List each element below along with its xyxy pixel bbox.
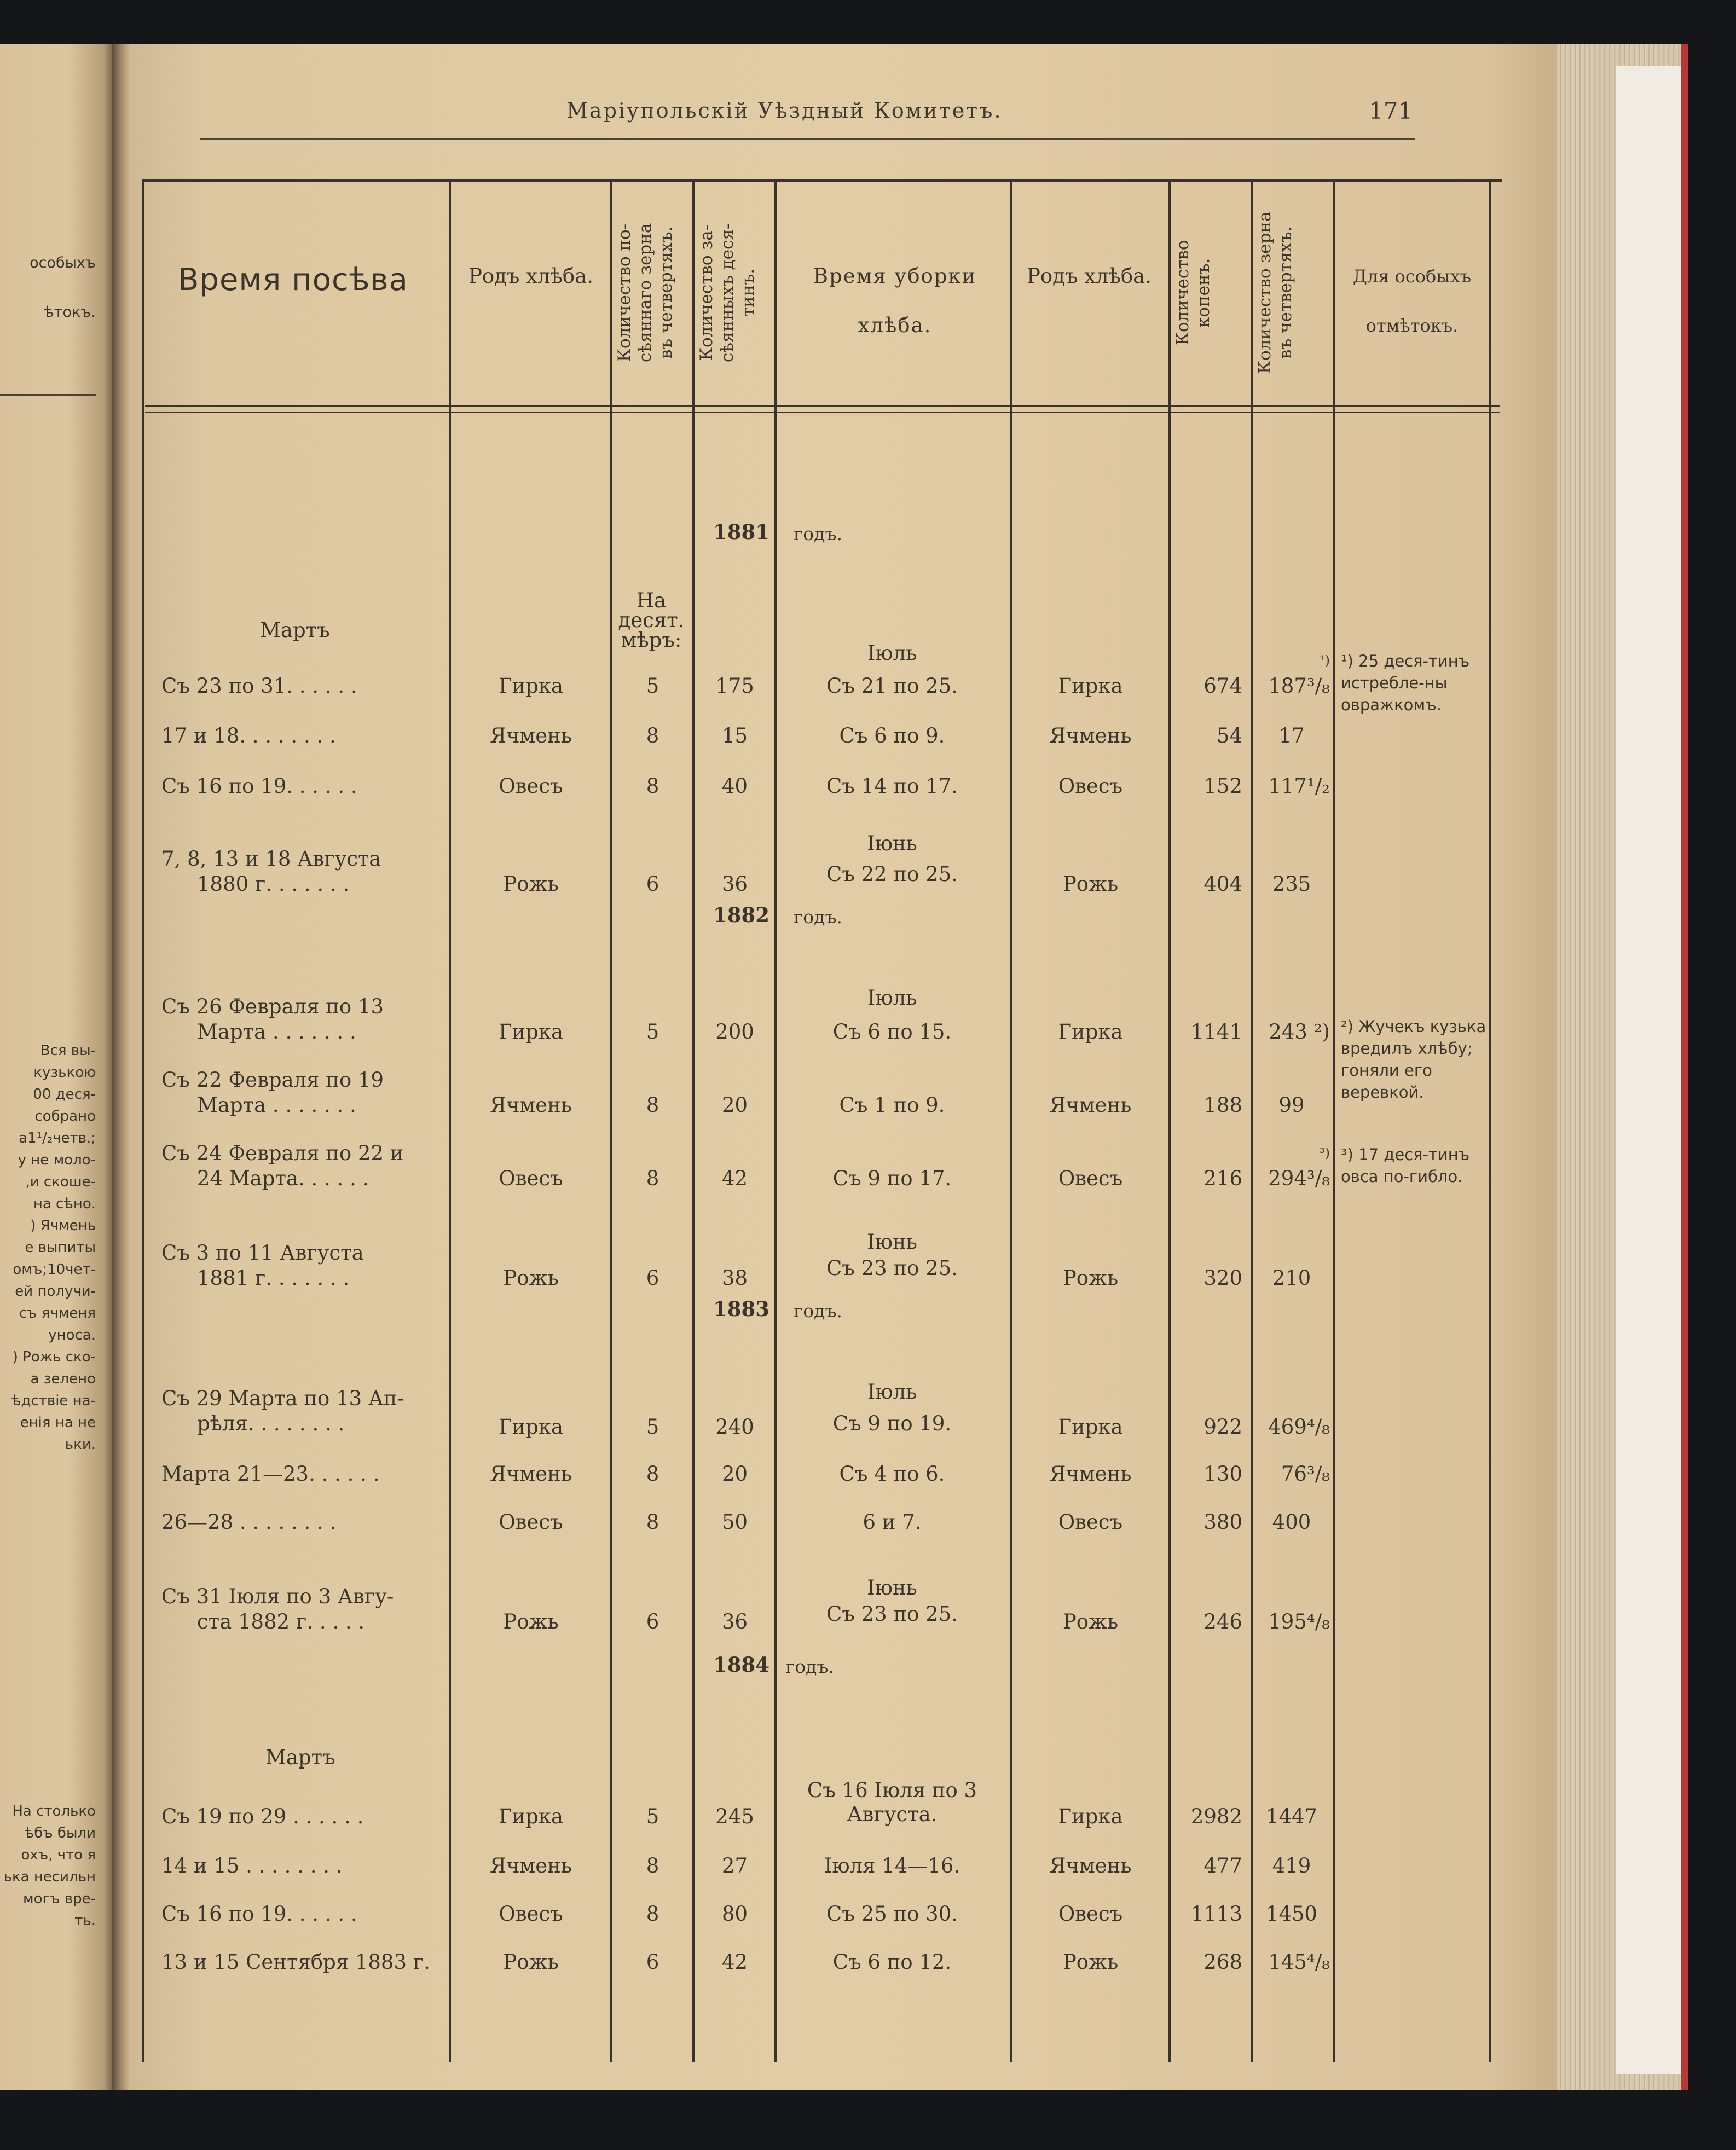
year-1882: 1882	[713, 903, 769, 927]
col-line-5	[1010, 179, 1012, 2062]
cell-grain: 1447	[1265, 1805, 1318, 1828]
left-header-rule	[0, 394, 96, 396]
cell-seed: 8	[646, 1510, 659, 1534]
col-line-6	[1168, 179, 1171, 2062]
cell-sow: 13 и 15 Сентября 1883 г.	[161, 1950, 430, 1974]
cell-seed: 8	[646, 1462, 659, 1486]
cell-sow: Марта 21—23. . . . . .	[161, 1462, 380, 1486]
cell-sow: Съ 16 по 19. . . . . .	[161, 774, 357, 798]
cell-sow: Съ 23 по 31. . . . . .	[161, 674, 357, 698]
cell-sow-line-1: Съ 22 Февраля по 19	[161, 1068, 384, 1092]
cell-harvest-line-2: Августа.	[847, 1803, 938, 1826]
book-spread	[0, 44, 1688, 2101]
running-head-rule	[200, 138, 1415, 140]
cell-desyat: 42	[721, 1167, 748, 1190]
page-number: 171	[1369, 97, 1413, 124]
cell-kopen: 922	[1203, 1415, 1242, 1439]
cell-harvest: Съ 1 по 9.	[839, 1093, 945, 1117]
cell-kopen: 320	[1203, 1266, 1242, 1290]
gutter	[112, 44, 129, 2090]
year-1881-god: годъ.	[794, 523, 842, 544]
cell-grain: 117¹/₂	[1268, 774, 1330, 798]
cell-desyat: 38	[721, 1266, 748, 1290]
cell-desyat: 50	[721, 1510, 748, 1534]
cell-desyat: 36	[721, 872, 748, 896]
cell-grain: 294³/₈	[1268, 1167, 1330, 1190]
cell-harvest: Съ 21 по 25.	[826, 674, 958, 698]
footnote-3: ³) 17 деся-тинъ овса по-гибло.	[1341, 1145, 1470, 1186]
cell-grain: 187³/₈	[1268, 674, 1330, 698]
col-line-1	[449, 179, 451, 2062]
cell-sow: 14 и 15 . . . . . . . .	[161, 1854, 343, 1877]
cell-kopen: 674	[1203, 674, 1242, 698]
cell-seed: 5	[646, 1020, 659, 1044]
cell-desyat: 175	[715, 674, 754, 698]
cell-grain: 235	[1272, 872, 1311, 896]
cell-harvest: Съ 23 по 25.	[826, 1602, 958, 1626]
cell-grain: 145⁴/₈	[1268, 1950, 1330, 1974]
cell-desyat: 15	[721, 724, 748, 747]
cell-kopen: 54	[1216, 724, 1242, 747]
cell-desyat: 36	[721, 1610, 748, 1633]
cell-kind-2: Гирка	[1058, 674, 1123, 698]
cell-kind-2: Ячмень	[1049, 1093, 1132, 1117]
cell-kopen: 152	[1203, 774, 1242, 798]
cell-kind: Гирка	[498, 1415, 564, 1439]
cell-harvest: Съ 25 по 30.	[826, 1902, 958, 1926]
cell-kopen: 130	[1203, 1462, 1242, 1486]
header-rule-1	[145, 405, 1500, 407]
cell-kind-2: Рожь	[1062, 1950, 1119, 1974]
cell-sow: 17 и 18. . . . . . . .	[161, 724, 336, 747]
flyleaf	[1616, 66, 1681, 2074]
cell-sow-line-2: рѣля. . . . . . . .	[197, 1412, 345, 1435]
cell-seed: 6	[646, 1950, 659, 1974]
header-qty-seed: Количество по- сѣяннаго зерна въ четвертяхъ.	[615, 223, 676, 363]
cell-kind-2: Рожь	[1062, 872, 1119, 896]
footnote-1: ¹) 25 деся-тинъ истребле-ны овражкомъ.	[1341, 652, 1470, 714]
year-1884-god: годъ.	[785, 1656, 834, 1677]
year-1883-god: годъ.	[794, 1300, 842, 1322]
col-line-8	[1333, 179, 1335, 2062]
cell-sow-line-2: Марта . . . . . . .	[197, 1093, 356, 1117]
header-sowing-time: Время посѣва	[178, 262, 408, 298]
cell-kopen: 477	[1203, 1854, 1242, 1877]
header-grain-kind: Родъ хлѣба.	[468, 264, 594, 288]
cell-sow-line-1: Съ 3 по 11 Августа	[161, 1241, 364, 1265]
cell-seed: 8	[646, 1854, 659, 1877]
cell-grain: 210	[1272, 1266, 1311, 1290]
cell-seed: 8	[646, 1902, 659, 1926]
cell-kind: Гирка	[498, 1020, 564, 1044]
cell-kind-2: Рожь	[1062, 1266, 1119, 1290]
cell-kind: Ячмень	[490, 1093, 572, 1117]
header-grain-kind-2: Родъ хлѣба.	[1026, 264, 1152, 288]
cell-desyat: 80	[721, 1902, 748, 1926]
footnote-mark-1: ¹)	[1320, 653, 1330, 668]
cell-kind-2: Овесъ	[1058, 1167, 1123, 1190]
cell-kind: Овесъ	[499, 1167, 563, 1190]
year-1883: 1883	[713, 1297, 769, 1321]
footnote-mark-3: ³)	[1320, 1145, 1330, 1161]
cell-kopen: 1141	[1190, 1020, 1242, 1044]
cell-sow-line-1: Съ 24 Февраля по 22 и	[161, 1141, 404, 1165]
label-iyul-1883: Іюль	[867, 1380, 917, 1404]
cell-kopen: 1113	[1190, 1902, 1242, 1926]
col-line-4	[774, 179, 777, 2062]
cell-kopen: 216	[1203, 1167, 1242, 1190]
left-page-fragment	[0, 44, 112, 2090]
cell-kind: Гирка	[498, 674, 564, 698]
cell-kind: Овесъ	[499, 1902, 563, 1926]
cell-kind: Рожь	[503, 1950, 559, 1974]
cell-kopen: 188	[1203, 1093, 1242, 1117]
cell-desyat: 20	[721, 1093, 748, 1117]
left-header-fragment-2: ѣтокъ.	[44, 304, 96, 321]
cell-kind-2: Рожь	[1062, 1610, 1119, 1633]
cell-kopen: 380	[1203, 1510, 1242, 1534]
cell-harvest: Іюля 14—16.	[824, 1854, 960, 1877]
cell-seed: 6	[646, 872, 659, 896]
cell-desyat: 240	[715, 1415, 754, 1439]
header-qty-desyat: Количество за- сѣянныхъ деся- тинъ.	[697, 223, 758, 362]
col-line-3	[692, 179, 695, 2062]
left-note-fragment-2: На столько ѣбъ были охъ, что я ька несильн могъ вре- ть.	[3, 1803, 96, 1929]
cell-grain: 243 ²)	[1269, 1020, 1330, 1044]
running-head: Маріупольскій Уѣздный Комитетъ.	[566, 98, 1003, 123]
cell-kopen: 2982	[1190, 1805, 1242, 1828]
cell-seed: 8	[646, 724, 659, 747]
year-1882-god: годъ.	[794, 906, 842, 928]
cell-kind-2: Гирка	[1058, 1415, 1123, 1439]
year-1881: 1881	[713, 520, 769, 544]
red-cover-edge	[1681, 44, 1688, 2090]
left-header-fragment-1: особыхъ	[30, 254, 96, 271]
cell-kopen: 404	[1203, 872, 1242, 896]
cell-sow-line-1: 7, 8, 13 и 18 Августа	[161, 847, 381, 871]
cell-desyat: 245	[715, 1805, 754, 1828]
cell-sow-line-2: 1880 г. . . . . . .	[197, 872, 350, 896]
cell-kopen: 246	[1203, 1610, 1242, 1633]
cell-sow: 26—28 . . . . . . . .	[161, 1510, 337, 1534]
cell-grain: 1450	[1265, 1902, 1318, 1926]
cell-desyat: 20	[721, 1462, 748, 1486]
label-iyul-1881: Іюль	[867, 641, 917, 665]
cell-seed: 8	[646, 1093, 659, 1117]
cell-seed: 6	[646, 1610, 659, 1633]
cell-kind: Овесъ	[499, 1510, 563, 1534]
col-line-0	[142, 179, 144, 2062]
label-mart-1881: Мартъ	[260, 618, 330, 642]
cell-kind-2: Ячмень	[1049, 724, 1132, 747]
cell-seed: 6	[646, 1266, 659, 1290]
cell-harvest: Съ 6 по 9.	[839, 724, 945, 747]
cell-kind: Рожь	[503, 1610, 559, 1633]
cell-kind: Овесъ	[499, 774, 563, 798]
cell-harvest: Съ 14 по 17.	[826, 774, 958, 798]
cell-sow: Съ 19 по 29 . . . . . .	[161, 1805, 364, 1828]
cell-sow-line-1: Съ 29 Марта по 13 Ап-	[161, 1387, 404, 1410]
cell-sow-line-2: 1881 г. . . . . . .	[197, 1266, 350, 1290]
label-iyun-1881: Іюнь	[867, 832, 917, 855]
cell-sow-line-2: 24 Марта. . . . . .	[197, 1167, 369, 1190]
label-mart-1884: Мартъ	[265, 1746, 335, 1769]
cell-harvest: Съ 9 по 19.	[832, 1412, 952, 1435]
cell-grain: 76³/₈	[1281, 1462, 1330, 1486]
footnote-2: ²) Жучекъ кузька вредилъ хлѣбу; гоняли его веревкой.	[1341, 1017, 1486, 1102]
cell-seed: 5	[646, 1415, 659, 1439]
cell-kind: Ячмень	[490, 724, 572, 747]
cell-grain: 99	[1278, 1093, 1305, 1117]
col-line-9	[1489, 179, 1491, 2062]
cell-kind-2: Овесъ	[1058, 1510, 1123, 1534]
cell-kind: Ячмень	[490, 1854, 572, 1877]
table-top-rule	[142, 179, 1502, 182]
cell-grain: 469⁴/₈	[1268, 1415, 1330, 1439]
cell-harvest: Съ 23 по 25.	[826, 1256, 958, 1280]
cell-seed: 5	[646, 1805, 659, 1828]
cell-desyat: 40	[721, 774, 748, 798]
cell-desyat: 200	[715, 1020, 754, 1044]
cell-desyat: 27	[721, 1854, 748, 1877]
col-line-7	[1251, 179, 1253, 2062]
year-1884: 1884	[713, 1653, 769, 1677]
cell-grain: 17	[1278, 724, 1305, 747]
cell-harvest: Съ 22 по 25.	[826, 862, 958, 886]
cell-harvest-line-1: Съ 16 Іюля по 3	[807, 1778, 977, 1802]
cell-kind: Рожь	[503, 1266, 559, 1290]
cell-kind-2: Ячмень	[1049, 1462, 1132, 1486]
page	[129, 44, 1557, 2090]
label-iyul-1882: Іюль	[867, 986, 917, 1010]
cell-harvest: Съ 6 по 15.	[832, 1020, 952, 1044]
header-remarks: Для особыхъ отмѣтокъ.	[1352, 266, 1472, 336]
cell-grain: 195⁴/₈	[1268, 1610, 1330, 1633]
cell-kind: Гирка	[498, 1805, 564, 1828]
label-na-desyat: На десят. мѣръ:	[618, 589, 685, 652]
label-iyun-1882: Іюнь	[867, 1230, 917, 1254]
cell-kopen: 268	[1203, 1950, 1242, 1974]
cell-kind: Ячмень	[490, 1462, 572, 1486]
cell-harvest: 6 и 7.	[863, 1510, 922, 1534]
cell-harvest: Съ 9 по 17.	[832, 1167, 952, 1190]
cell-seed: 8	[646, 774, 659, 798]
cell-grain: 400	[1272, 1510, 1311, 1534]
cell-kind-2: Овесъ	[1058, 774, 1123, 798]
label-iyun-1883: Іюнь	[867, 1576, 917, 1600]
col-line-2	[610, 179, 612, 2062]
page-edges	[1557, 44, 1688, 2090]
header-qty-grain: Количество зерна въ четвертяхъ.	[1255, 211, 1295, 374]
cell-sow-line-1: Съ 31 Іюля по 3 Авгу-	[161, 1585, 394, 1608]
cell-kind-2: Ячмень	[1049, 1854, 1132, 1877]
cell-desyat: 42	[721, 1950, 748, 1974]
cell-sow-line-2: Марта . . . . . . .	[197, 1020, 356, 1044]
cell-seed: 8	[646, 1167, 659, 1190]
cell-kind-2: Гирка	[1058, 1020, 1123, 1044]
cell-sow-line-1: Съ 26 Февраля по 13	[161, 995, 384, 1018]
cell-harvest: Съ 6 по 12.	[832, 1950, 952, 1974]
cell-kind-2: Гирка	[1058, 1805, 1123, 1828]
cell-sow-line-2: ста 1882 г. . . . .	[197, 1610, 365, 1633]
cell-grain: 419	[1272, 1854, 1311, 1877]
cell-harvest: Съ 4 по 6.	[839, 1462, 945, 1486]
header-qty-kopen: Количество копенъ.	[1173, 240, 1213, 346]
cell-kind: Рожь	[503, 872, 559, 896]
header-harvest-time: Время уборки хлѣба.	[813, 264, 977, 337]
cell-seed: 5	[646, 674, 659, 698]
left-note-fragment: Вся вы- кузькою 00 деся- собрано а1¹/₂четв.; у не моло- ,и скоше- на сѣно. ) Ячмень е выпиты омъ;10чет- ей получи- съ ячменя уноса. ) Рожь ско- а зелено ѣдствіе на- енія на не ьки.	[11, 1042, 96, 1453]
cell-kind-2: Овесъ	[1058, 1902, 1123, 1926]
cell-sow: Съ 16 по 19. . . . . .	[161, 1902, 357, 1926]
header-rule-2	[145, 412, 1500, 413]
